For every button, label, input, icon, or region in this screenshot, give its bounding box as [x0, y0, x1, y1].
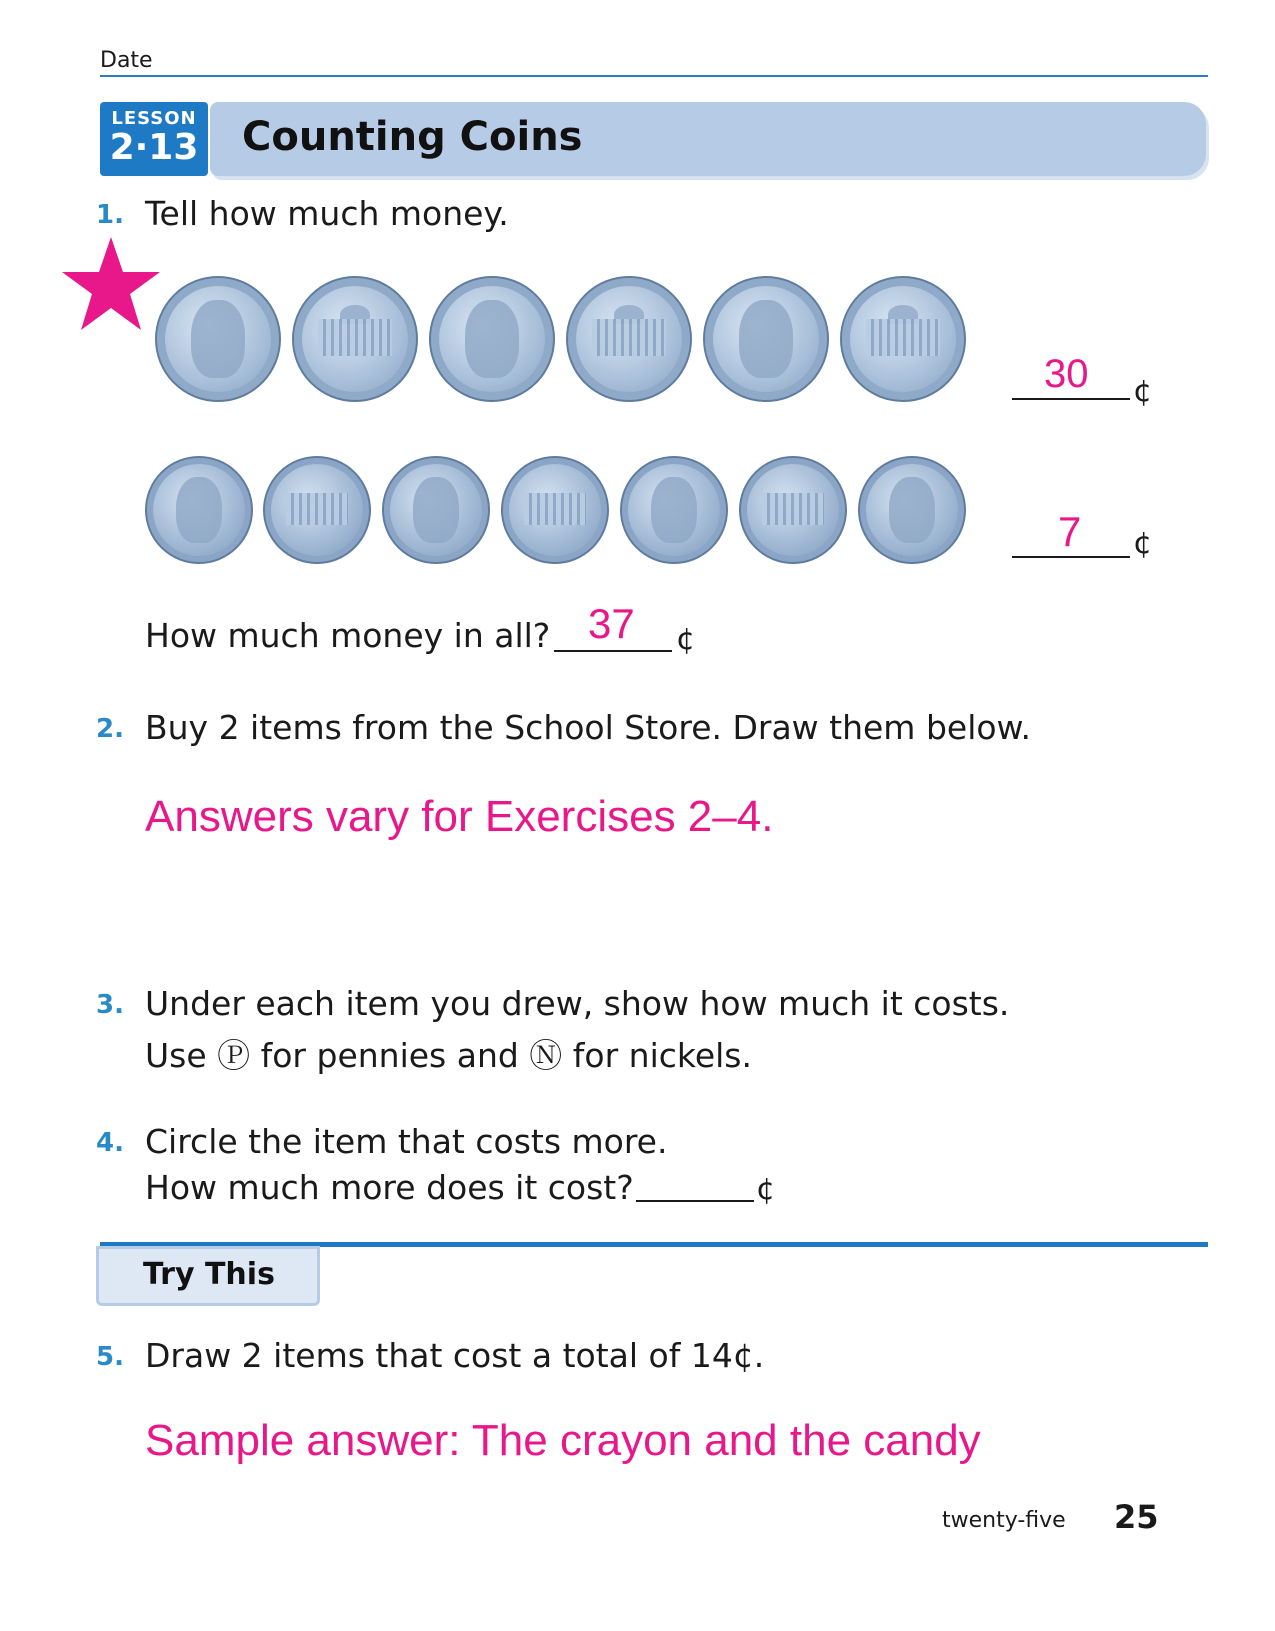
total-prompt: How much money in all? [145, 616, 551, 655]
q5-prompt: Draw 2 items that cost a total of 14¢. [145, 1336, 765, 1375]
page-number: 25 [1114, 1498, 1159, 1536]
nickel-heads-icon [703, 276, 829, 402]
star-icon [58, 235, 164, 335]
penny-heads-icon [858, 456, 966, 564]
nickel-tails-icon [292, 276, 418, 402]
q2-prompt: Buy 2 items from the School Store. Draw them below. [145, 708, 1032, 747]
q1-number: 1. [96, 200, 124, 230]
pennies-answer: 7 [1058, 508, 1082, 555]
nickel-tails-icon [840, 276, 966, 402]
nickels-answer: 30 [1044, 352, 1089, 396]
q4-line2: How much more does it cost? [145, 1168, 634, 1207]
cent-sign: ¢ [756, 1172, 776, 1207]
cent-sign: ¢ [1133, 526, 1153, 561]
lesson-number: 2·13 [109, 127, 199, 168]
penny-heads-icon [620, 456, 728, 564]
q5-number: 5. [96, 1342, 124, 1372]
page-number-word: twenty-five [942, 1508, 1066, 1533]
q4-line1: Circle the item that costs more. [145, 1122, 668, 1161]
pennies-answer-blank [1012, 556, 1130, 558]
date-line [100, 75, 1208, 77]
penny-tails-icon [263, 456, 371, 564]
cent-sign: ¢ [676, 622, 696, 657]
try-this-header [96, 1246, 320, 1306]
q3-number: 3. [96, 990, 124, 1020]
q1-prompt: Tell how much money. [145, 194, 509, 233]
date-label: Date [100, 48, 153, 73]
q5-answer: Sample answer: The crayon and the candy [145, 1416, 981, 1465]
total-answer-blank [554, 650, 672, 652]
q3-line2: Use Ⓟ for pennies and Ⓝ for nickels. [145, 1036, 752, 1075]
penny-heads-icon [382, 456, 490, 564]
penny-tails-icon [739, 456, 847, 564]
try-this-label: Try This [143, 1257, 275, 1292]
page-title: Counting Coins [242, 114, 583, 160]
lesson-label: LESSON [111, 108, 197, 129]
q2-answer: Answers vary for Exercises 2–4. [145, 792, 774, 841]
cent-sign: ¢ [1133, 374, 1153, 409]
penny-heads-icon [145, 456, 253, 564]
penny-tails-icon [501, 456, 609, 564]
total-answer: 37 [588, 600, 635, 647]
nickel-tails-icon [566, 276, 692, 402]
lesson-badge [100, 102, 208, 176]
q3-line1: Under each item you drew, show how much it costs. [145, 984, 1010, 1023]
q4-number: 4. [96, 1128, 124, 1158]
nickel-heads-icon [429, 276, 555, 402]
q2-number: 2. [96, 714, 124, 744]
nickel-heads-icon [155, 276, 281, 402]
q4-answer-blank [636, 1200, 754, 1202]
nickels-answer-blank [1012, 398, 1130, 400]
